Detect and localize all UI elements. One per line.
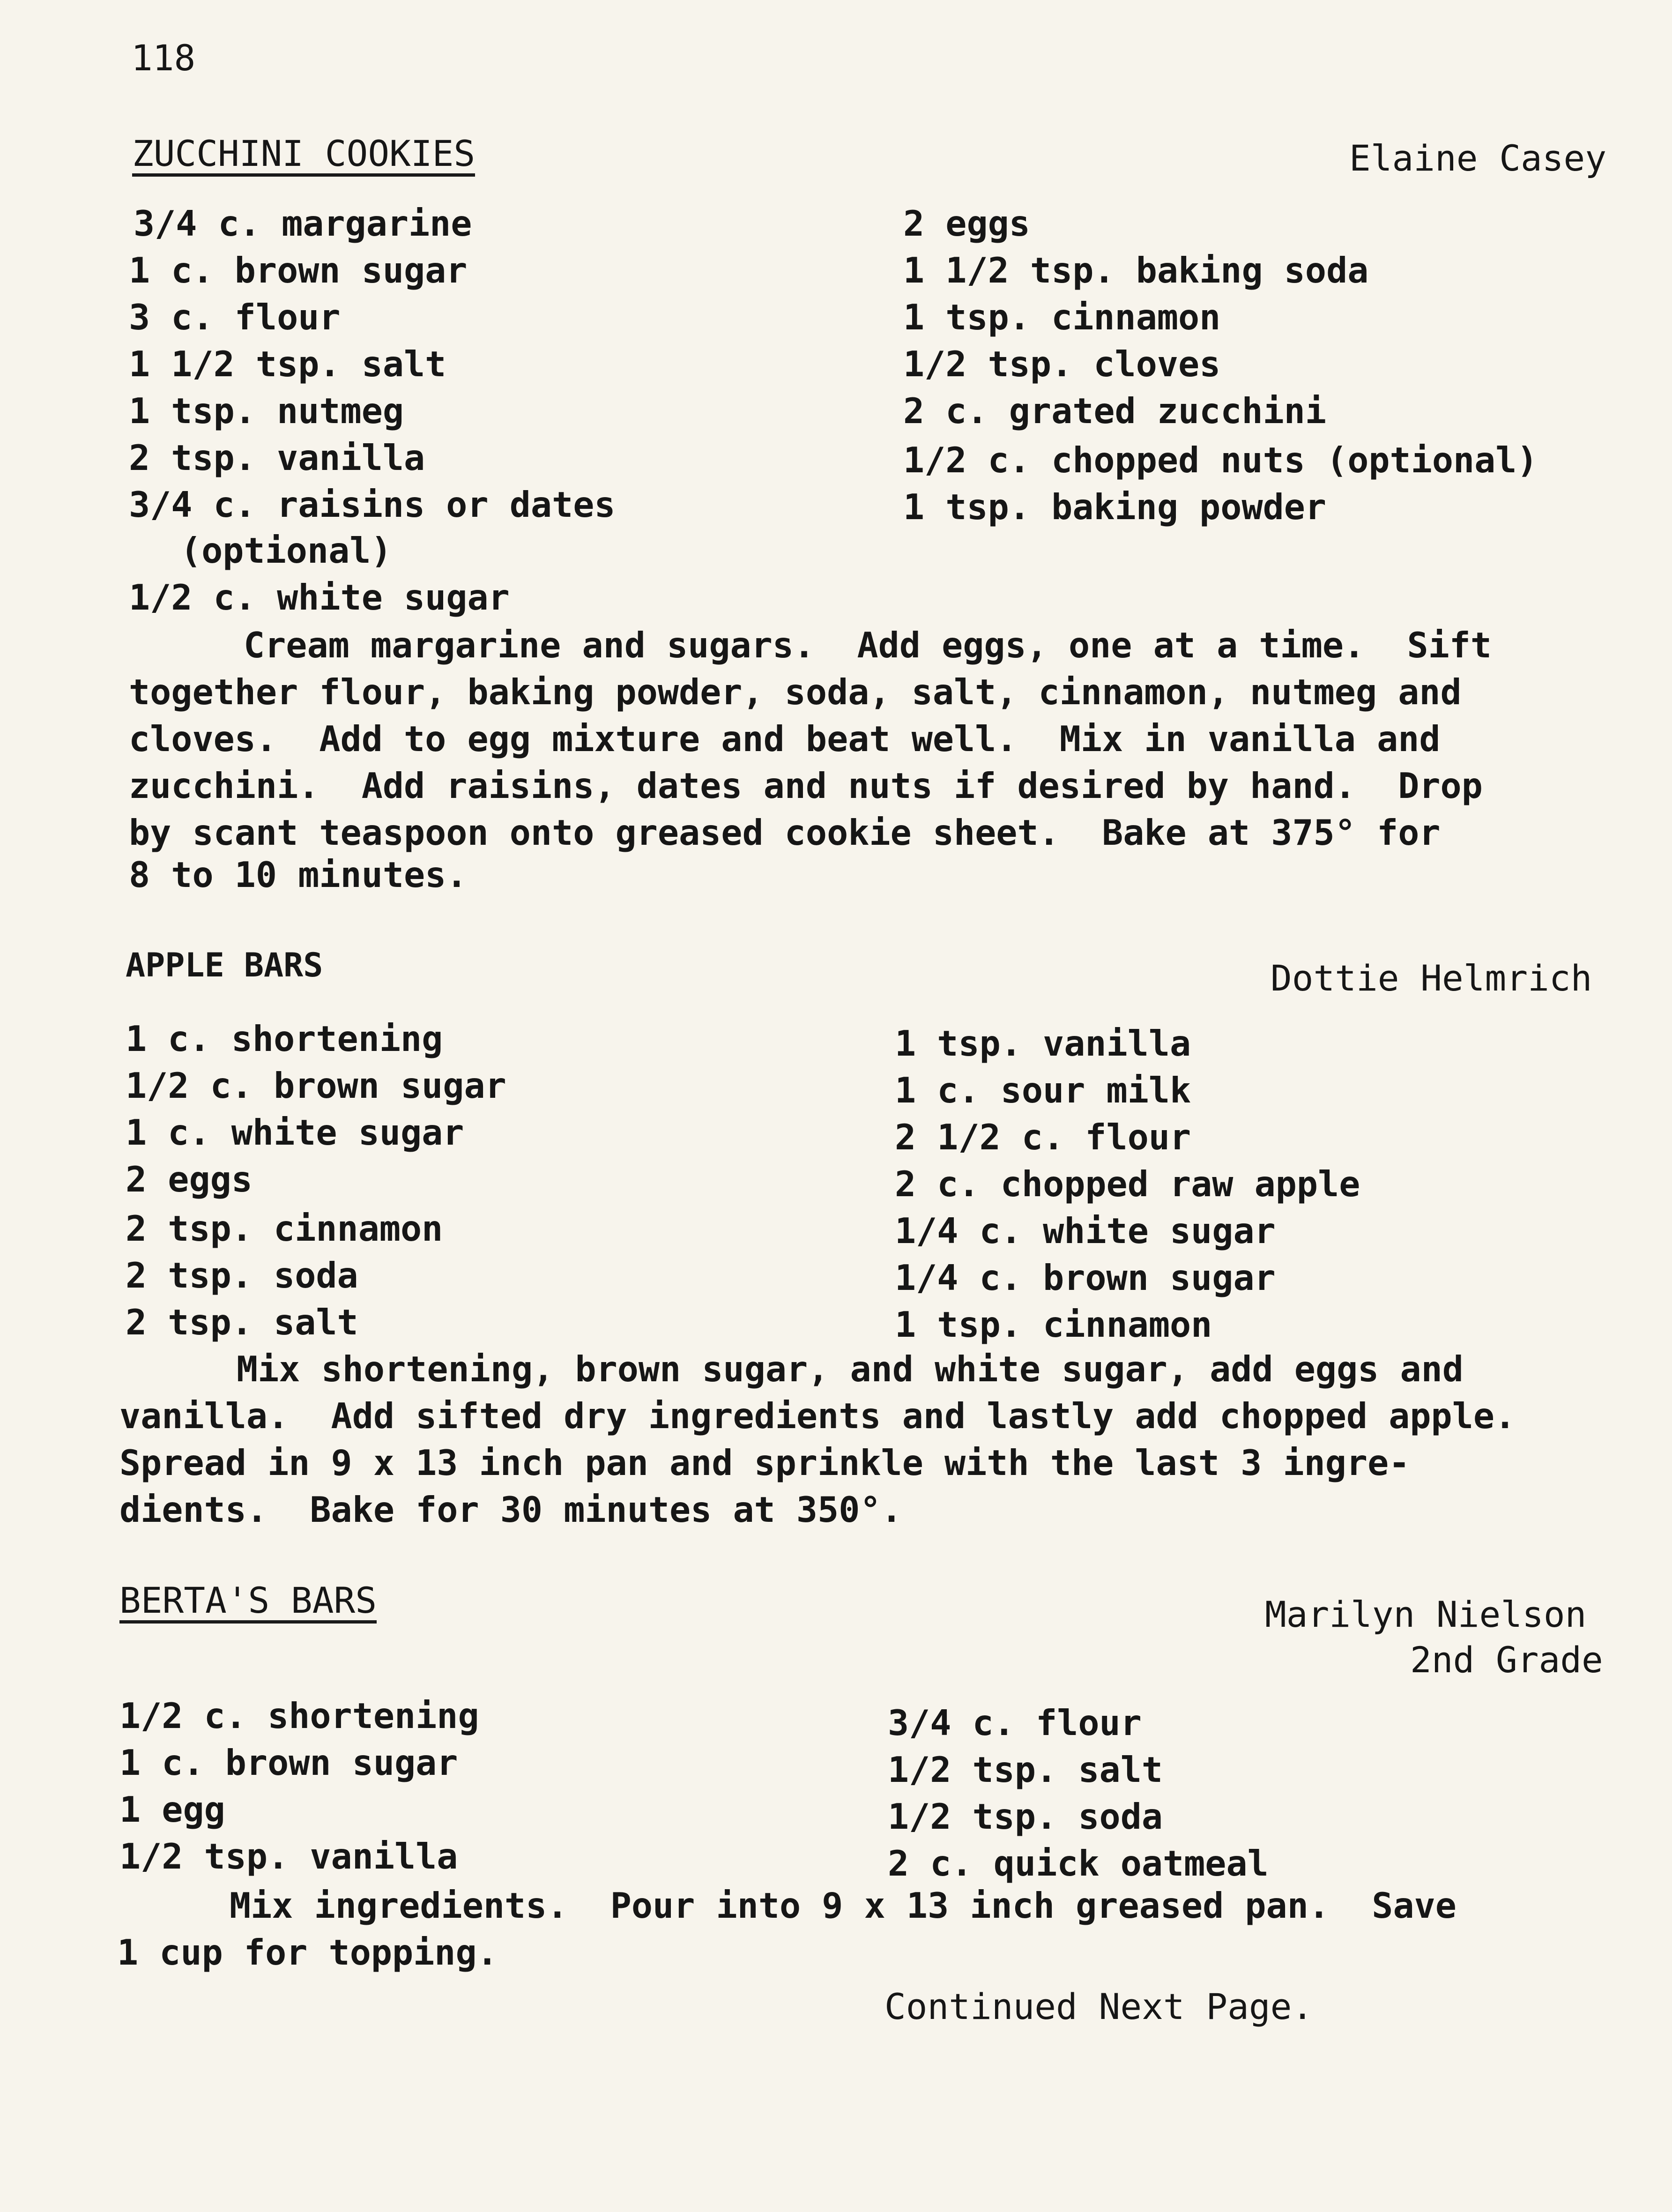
ingredient: 1 c. brown sugar: [129, 250, 468, 291]
instruction-line: Mix shortening, brown sugar, and white sugar, add eggs and: [237, 1348, 1464, 1390]
ingredient: 1 c. brown sugar: [119, 1742, 458, 1783]
ingredient: 2 c. chopped raw apple: [895, 1163, 1360, 1205]
instruction-line: Spread in 9 x 13 inch pan and sprinkle with the last 3 ingre-: [119, 1442, 1410, 1483]
ingredient: 2 c. quick oatmeal: [888, 1843, 1269, 1884]
ingredient: 3 c. flour: [129, 297, 341, 338]
instruction-line: 1 cup for topping.: [117, 1932, 498, 1973]
ingredient: 1/2 tsp. soda: [888, 1796, 1163, 1837]
recipe-title: ZUCCHINI COOKIES: [132, 136, 475, 177]
instruction-line: cloves. Add to egg mixture and beat well. Mix in vanilla and: [129, 718, 1441, 760]
recipe-author: Elaine Casey: [1349, 137, 1607, 179]
ingredient: 1 egg: [119, 1789, 225, 1830]
instruction-line: by scant teaspoon onto greased cookie sheet. Bake at 375° for: [129, 812, 1441, 853]
ingredient: 3/4 c. margarine: [134, 203, 472, 244]
ingredient: (optional): [180, 530, 392, 571]
ingredient: 1/4 c. white sugar: [895, 1210, 1276, 1251]
ingredient: 3/4 c. flour: [888, 1702, 1142, 1743]
ingredient: 1/2 c. shortening: [119, 1695, 479, 1736]
instruction-line: 8 to 10 minutes.: [129, 854, 468, 895]
ingredient: 1/2 tsp. cloves: [903, 343, 1221, 385]
instruction-line: zucchini. Add raisins, dates and nuts if desired by hand. Drop: [129, 765, 1483, 806]
ingredient: 2 c. grated zucchini: [903, 390, 1327, 432]
ingredient: 1 tsp. baking powder: [903, 486, 1327, 528]
ingredient: 1 1/2 tsp. baking soda: [903, 250, 1369, 291]
ingredient: 2 1/2 c. flour: [895, 1117, 1191, 1158]
ingredient: 1/2 tsp. vanilla: [119, 1836, 458, 1877]
author-note: 2nd Grade: [1410, 1639, 1603, 1681]
continued-note: Continued Next Page.: [884, 1986, 1314, 2027]
ingredient: 2 tsp. vanilla: [129, 437, 425, 478]
recipe-title: BERTA'S BARS: [119, 1583, 377, 1624]
ingredient: 2 tsp. soda: [126, 1255, 358, 1296]
ingredient: 1/2 c. white sugar: [129, 577, 510, 618]
ingredient: 2 tsp. cinnamon: [126, 1208, 443, 1249]
instruction-line: dients. Bake for 30 minutes at 350°.: [119, 1489, 902, 1530]
recipe-author: Dottie Helmrich: [1271, 957, 1592, 999]
ingredient: 1 c. sour milk: [895, 1070, 1191, 1111]
ingredient: 2 eggs: [903, 203, 1030, 244]
instruction-line: vanilla. Add sifted dry ingredients and lastly add chopped apple.: [119, 1395, 1516, 1437]
instruction-line: together flour, baking powder, soda, salt, cinnamon, nutmeg and: [129, 671, 1462, 713]
ingredient: 1 tsp. cinnamon: [895, 1304, 1212, 1345]
ingredient: 1 1/2 tsp. salt: [129, 343, 446, 385]
page-number: 118: [131, 37, 196, 79]
recipe-author: Marilyn Nielson: [1265, 1594, 1587, 1635]
ingredient: 1/2 c. brown sugar: [126, 1065, 506, 1106]
ingredient: 3/4 c. raisins or dates: [129, 484, 616, 525]
ingredient: 1 tsp. vanilla: [895, 1023, 1191, 1064]
ingredient: 1 c. shortening: [126, 1018, 443, 1059]
instruction-line: Cream margarine and sugars. Add eggs, one at a time. Sift: [244, 625, 1492, 666]
ingredient: 1/2 c. chopped nuts (optional): [903, 439, 1538, 481]
ingredient: 2 eggs: [126, 1159, 253, 1200]
ingredient: 1/4 c. brown sugar: [895, 1257, 1276, 1298]
instruction-line: Mix ingredients. Pour into 9 x 13 inch greased pan. Save: [230, 1885, 1456, 1926]
ingredient: 1 c. white sugar: [126, 1112, 464, 1153]
ingredient: 1 tsp. cinnamon: [903, 297, 1221, 338]
ingredient: 1 tsp. nutmeg: [129, 390, 404, 432]
ingredient: 2 tsp. salt: [126, 1302, 358, 1343]
ingredient: 1/2 tsp. salt: [888, 1749, 1163, 1790]
recipe-title: APPLE BARS: [126, 946, 323, 984]
